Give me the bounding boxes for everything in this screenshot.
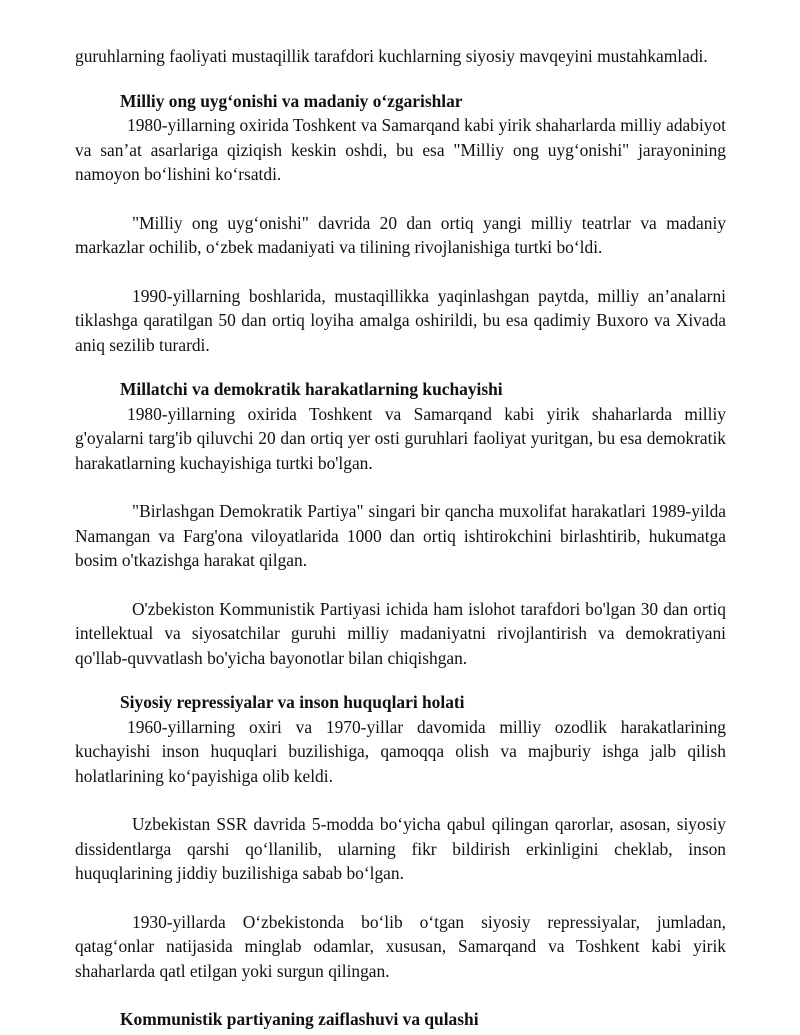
paragraph: 1980-yillarning oxirida Toshkent va Samarqand kabi yirik shaharlarda milliy g'oyalarni targ'ib qiluvchi 20 dan ortiq yer osti guruhlari faoliyat yuritgan, bu esa demokratik harakatlarning kuchayishiga turtki bo'lgan. (75, 403, 726, 473)
section-heading-national-democratic-movements: Millatchi va demokratik harakatlarning kuchayishi (120, 379, 503, 399)
section-heading-communist-party-collapse: Kommunistik partiyaning zaiflashuvi va qulashi (120, 1009, 479, 1029)
paragraph: 1960-yillarning oxiri va 1970-yillar davomida milliy ozodlik harakatlarining kuchayishi inson huquqlari buzilishiga, qamoqqa olish va majburiy ishga jalb qilish holatlarining ko‘payishiga olib keldi. (75, 716, 726, 786)
paragraph-intro: guruhlarning faoliyati mustaqillik tarafdori kuchlarning siyosiy mavqeyini mustahkamladi. (75, 46, 708, 66)
document-page (75, 44, 726, 1032)
paragraph: "Birlashgan Demokratik Partiya" singari bir qancha muxolifat harakatlari 1989-yilda Namangan va Farg'ona viloyatlarida 1000 dan ortiq ishtirokchini birlashtirib, hukumatga bosim o'tkazishga harakat qilgan. (75, 501, 726, 570)
paragraph: 1990-yillarning boshlarida, mustaqillikka yaqinlashgan paytda, milliy an’analarni tiklashga qaratilgan 50 dan ortiq loyiha amalga oshirildi, bu esa qadimiy Buxoro va Xivada aniq sezilib turardi. (75, 285, 726, 355)
paragraph: "Milliy ong uyg‘onishi" davrida 20 dan ortiq yangi milliy teatrlar va madaniy markazlar ochilib, o‘zbek madaniyati va tilining rivojlanishiga turtki bo‘ldi. (75, 212, 726, 257)
paragraph: 1930-yillarda O‘zbekistonda bo‘lib o‘tgan siyosiy repressiyalar, jumladan, qatag‘onlar natijasida minglab odamlar, xususan, Samarqand va Toshkent kabi yirik shaharlarda qatl etilgan yoki surgun qilingan. (75, 911, 726, 981)
paragraph: Uzbekistan SSR davrida 5-modda bo‘yicha qabul qilingan qarorlar, asosan, siyosiy dissidentlarga qarshi qo‘llanilib, ularning fikr bildirish erkinligini cheklab, inson huquqlarining jiddiy buzilishiga sabab bo‘lgan. (75, 814, 726, 883)
section-heading-national-awakening: Milliy ong uyg‘onishi va madaniy o‘zgarishlar (120, 90, 463, 111)
section-heading-political-repressions: Siyosiy repressiyalar va inson huquqlari holati (120, 692, 465, 712)
paragraph: O'zbekiston Kommunistik Partiyasi ichida ham islohot tarafdori bo'lgan 30 dan ortiq intellektual va siyosatchilar guruhi milliy madaniyatni rivojlantirish va demokratiyani qo'llab-quvvatlash bo'yicha bayonotlar bilan chiqishgan. (75, 598, 726, 668)
paragraph: 1980-yillarning oxirida Toshkent va Samarqand kabi yirik shaharlarda milliy adabiyot va san’at asarlariga qiziqish keskin oshdi, bu esa "Milliy ong uyg‘onishi" jarayonining namoyon bo‘lishini ko‘rsatdi. (75, 115, 726, 184)
